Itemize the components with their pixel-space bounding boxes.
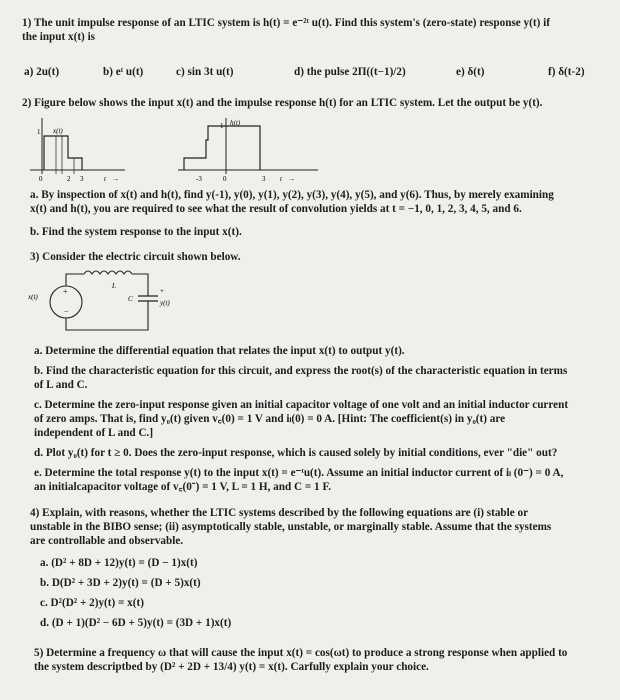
q5-line1: 5) Determine a frequency ω that will cause the input x(t) = cos(ωt) to produce a strong response when applied to bbox=[34, 647, 568, 659]
q4-item-c: c. D²(D² + 2)y(t) = x(t) bbox=[40, 597, 144, 609]
q3a: a. Determine the differential equation that relates the input x(t) to output y(t). bbox=[34, 345, 405, 357]
q3e-line1: e. Determine the total response y(t) to the input x(t) = e⁻ᵗu(t). Assume an initial inductor current of iₗ (0⁻) = 0 A, bbox=[34, 467, 564, 479]
x-y-tick: 1 bbox=[37, 128, 41, 136]
q4-item-a: a. (D² + 8D + 12)y(t) = (D − 1)x(t) bbox=[40, 557, 198, 569]
q4-line2: unstable in the BIBO sense; (ii) asymptotically stable, unstable, or marginally stable. Assume that the systems bbox=[30, 521, 552, 533]
x-signal-trace bbox=[44, 136, 82, 170]
q3b-line1: b. Find the characteristic equation for this circuit, and express the root(s) of the characteristic equation in terms bbox=[34, 365, 568, 377]
q1-option-a: a) 2u(t) bbox=[24, 66, 60, 78]
capacitor-label: C bbox=[128, 295, 133, 303]
q2a-line2: x(t) and h(t), you are required to see what the result of convolution yields at t = −1, 0, 1, 2, 3, 4, 5, and 6. bbox=[30, 203, 522, 215]
q4-line3: are controllable and observable. bbox=[30, 535, 184, 547]
circuit-wire bbox=[132, 274, 148, 296]
h-arrow: → bbox=[288, 175, 295, 183]
q1-line2: the input x(t) is bbox=[22, 31, 96, 43]
q1-option-c: c) sin 3t u(t) bbox=[176, 66, 234, 78]
inductor-label: L bbox=[112, 282, 116, 290]
x-tick-0: 0 bbox=[39, 175, 43, 183]
q3c-line1: c. Determine the zero-input response given an initial capacitor voltage of one volt and an initial inductor current bbox=[34, 399, 569, 411]
q3b-line2: of L and C. bbox=[34, 379, 88, 391]
circuit-source-label: x(t) bbox=[28, 293, 38, 301]
output-label: y(t) bbox=[160, 299, 170, 307]
output-plus-sign: + bbox=[160, 287, 164, 295]
circuit-wire bbox=[66, 301, 148, 330]
h-signal-trace bbox=[184, 126, 260, 170]
source-minus-sign: − bbox=[64, 307, 69, 316]
q4-item-d: d. (D + 1)(D² − 6D + 5)y(t) = (3D + 1)x(t) bbox=[40, 617, 232, 629]
source-plus-sign: + bbox=[63, 287, 68, 296]
x-plot-label: x(t) bbox=[53, 127, 63, 135]
h-plot-label: h(t) bbox=[230, 119, 241, 127]
q3c-line2: of zero amps. That is, find y₀(t) given v꜀(0) = 1 V and iₗ(0) = 0 A. [Hint: The coefficient(s) in y₀(t) are bbox=[34, 413, 506, 425]
q1-option-e: e) δ(t) bbox=[456, 66, 485, 78]
h-tick-0: 0 bbox=[223, 175, 227, 183]
q1-option-f: f) δ(t-2) bbox=[548, 66, 585, 78]
h-tick-3: 3 bbox=[262, 175, 266, 183]
q4-line1: 4) Explain, with reasons, whether the LTIC systems described by the following equations are (i) stable or bbox=[30, 507, 529, 519]
rlc-circuit-diagram bbox=[0, 268, 620, 336]
q1-option-b: b) eᵗ u(t) bbox=[103, 66, 144, 78]
q2b: b. Find the system response to the input x(t). bbox=[30, 226, 242, 238]
x-signal-plot bbox=[30, 118, 125, 183]
q1-line1: 1) The unit impulse response of an LTIC system is h(t) = e⁻²ᵗ u(t). Find this system's (zero-state) response y(t) if bbox=[22, 17, 550, 29]
q3e-line2: an initialcapacitor voltage of v꜀(0⁻) = 1 V, L = 1 H, and C = 1 F. bbox=[34, 481, 332, 493]
x-arrow: → bbox=[112, 175, 119, 183]
q2a-line1: a. By inspection of x(t) and h(t), find y(-1), y(0), y(1), y(2), y(3), y(4), y(5), and y(6). Thus, by merely examining bbox=[30, 189, 554, 201]
q2-line1: 2) Figure below shows the input x(t) and the impulse response h(t) for an LTIC system. Let the output be y(t). bbox=[22, 97, 543, 109]
q5-line2: the system descriptbed by (D² + 2D + 13/4) y(t) = x(t). Carfully explain your choice. bbox=[34, 661, 429, 673]
h-tick-neg3: -3 bbox=[196, 175, 202, 183]
q1-option-d: d) the pulse 2Π((t−1)/2) bbox=[294, 66, 406, 78]
inductor-symbol bbox=[84, 271, 132, 274]
h-tick-t: t bbox=[280, 175, 282, 183]
signals-figure bbox=[0, 112, 620, 184]
q4-item-b: b. D(D² + 3D + 2)y(t) = (D + 5)x(t) bbox=[40, 577, 201, 589]
h-y-tick: 1 bbox=[220, 122, 224, 130]
q3d: d. Plot y₀(t) for t ≥ 0. Does the zero-input response, which is caused solely by initial conditions, ever "die" out? bbox=[34, 447, 558, 459]
circuit-wire bbox=[66, 274, 84, 286]
q3-title: 3) Consider the electric circuit shown below. bbox=[30, 251, 241, 263]
x-tick-2: 2 bbox=[67, 175, 71, 183]
x-tick-t: t bbox=[104, 175, 106, 183]
q3c-line3: independent of L and C.] bbox=[34, 427, 154, 439]
x-tick-3: 3 bbox=[80, 175, 84, 183]
h-signal-plot bbox=[178, 118, 318, 183]
